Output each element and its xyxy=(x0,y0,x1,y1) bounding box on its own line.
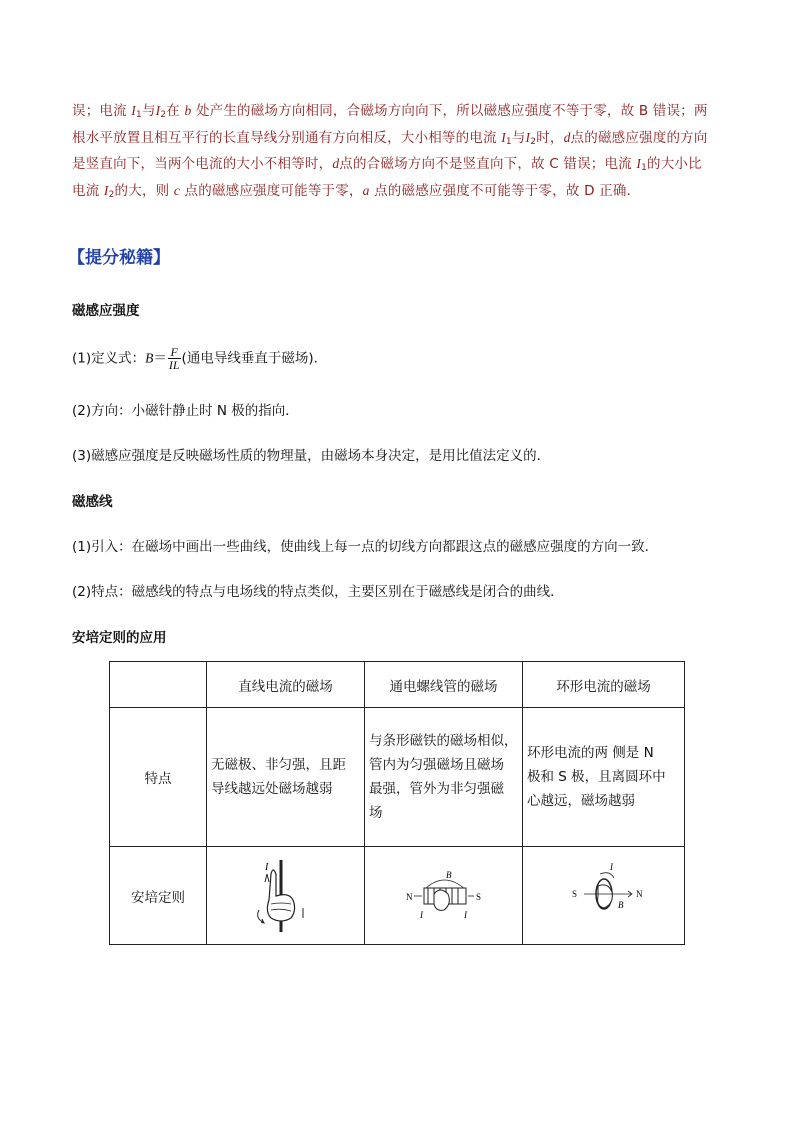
heading-magnetic-induction: 磁感应强度 xyxy=(72,303,140,319)
ampere-rule-table xyxy=(109,661,685,945)
field-lines-feature: (2)特点：磁感线的特点与电场线的特点类似，主要区别在于磁感线是闭合的曲线． xyxy=(72,584,564,600)
heading-ampere-rule: 安培定则的应用 xyxy=(72,630,167,646)
definition-formula: (1)定义式：B＝ $\frac{F}{IL}$ (通电导线垂直于磁场)． xyxy=(72,345,328,372)
svg-text:B: B xyxy=(617,899,623,910)
svg-text:I: I xyxy=(463,909,467,920)
nature-text: (3)磁感应强度是反映磁场性质的物理量，由磁场本身决定，是用比值法定义的． xyxy=(72,448,551,464)
svg-text:N: N xyxy=(635,888,642,899)
answer-line-2: 根水平放置且相互平行的长直导线分别通有方向相反，大小相等的电流 $I_1$与$I_2$时，d点的磁感应强度的方向 xyxy=(72,129,708,147)
heading-field-lines: 磁感线 xyxy=(72,494,113,510)
svg-text:S: S xyxy=(571,888,577,899)
table-cell: 环形电流的两 侧是 N 极和 S 极，且离圆环中 心越远，磁场越弱 xyxy=(523,708,685,847)
svg-text:S: S xyxy=(475,891,481,902)
table-row-ampere-rule xyxy=(110,847,685,945)
svg-text:I: I xyxy=(419,909,423,920)
ring-current-hand-figure xyxy=(554,856,654,936)
svg-text:B: B xyxy=(445,869,451,880)
svg-text:I: I xyxy=(609,861,613,872)
answer-line-4: 电流 $I_2$的大，则 c 点的磁感应强度可能等于零，a 点的磁感应强度不可能等于零，故 D 正确． xyxy=(72,182,641,200)
table-cell: 无磁极、非匀强，且距 导线越远处磁场越弱 xyxy=(207,708,365,847)
table-header-cell: 环形电流的磁场 xyxy=(523,662,685,708)
table-header-cell xyxy=(110,662,207,708)
solenoid-hand-figure xyxy=(394,856,494,936)
table-cell xyxy=(365,847,523,945)
table-cell: 与条形磁铁的磁场相似， 管内为匀强磁场且磁场 最强，管外为非匀强磁 场 xyxy=(365,708,523,847)
answer-paragraph xyxy=(72,98,722,204)
table-header-cell: 通电螺线管的磁场 xyxy=(365,662,523,708)
table-row-features xyxy=(110,708,685,847)
answer-line-3: 是竖直向下，当两个电流的大小不相等时，d点的合磁场方向不是竖直向下，故 C 错误；电流 $I_1$的大小比 xyxy=(72,156,702,173)
row-label: 特点 xyxy=(110,708,207,847)
svg-text:I: I xyxy=(264,861,268,873)
direction-text: (2)方向：小磁针静止时 N 极的指向． xyxy=(72,403,299,419)
table-cell xyxy=(523,847,685,945)
field-lines-intro: (1)引入：在磁场中画出一些曲线，使曲线上每一点的切线方向都跟这点的磁感应强度的方向一致． xyxy=(72,539,659,555)
table-cell xyxy=(207,847,365,945)
formula-fraction: $\frac{F}{IL}$ xyxy=(168,345,180,372)
straight-wire-hand-figure xyxy=(241,856,331,936)
answer-line-1: 误；电流 $I_1$与$I_2$在 b 处产生的磁场方向相同，合磁场方向向下，所以磁感应强度不等于零，故 B 错误；两 xyxy=(72,103,708,120)
row-label: 安培定则 xyxy=(110,847,207,945)
table-header-row xyxy=(110,662,685,708)
svg-text:N: N xyxy=(405,891,412,902)
tip-section-title: 【提分秘籍】 xyxy=(68,248,170,268)
table-header-cell: 直线电流的磁场 xyxy=(207,662,365,708)
